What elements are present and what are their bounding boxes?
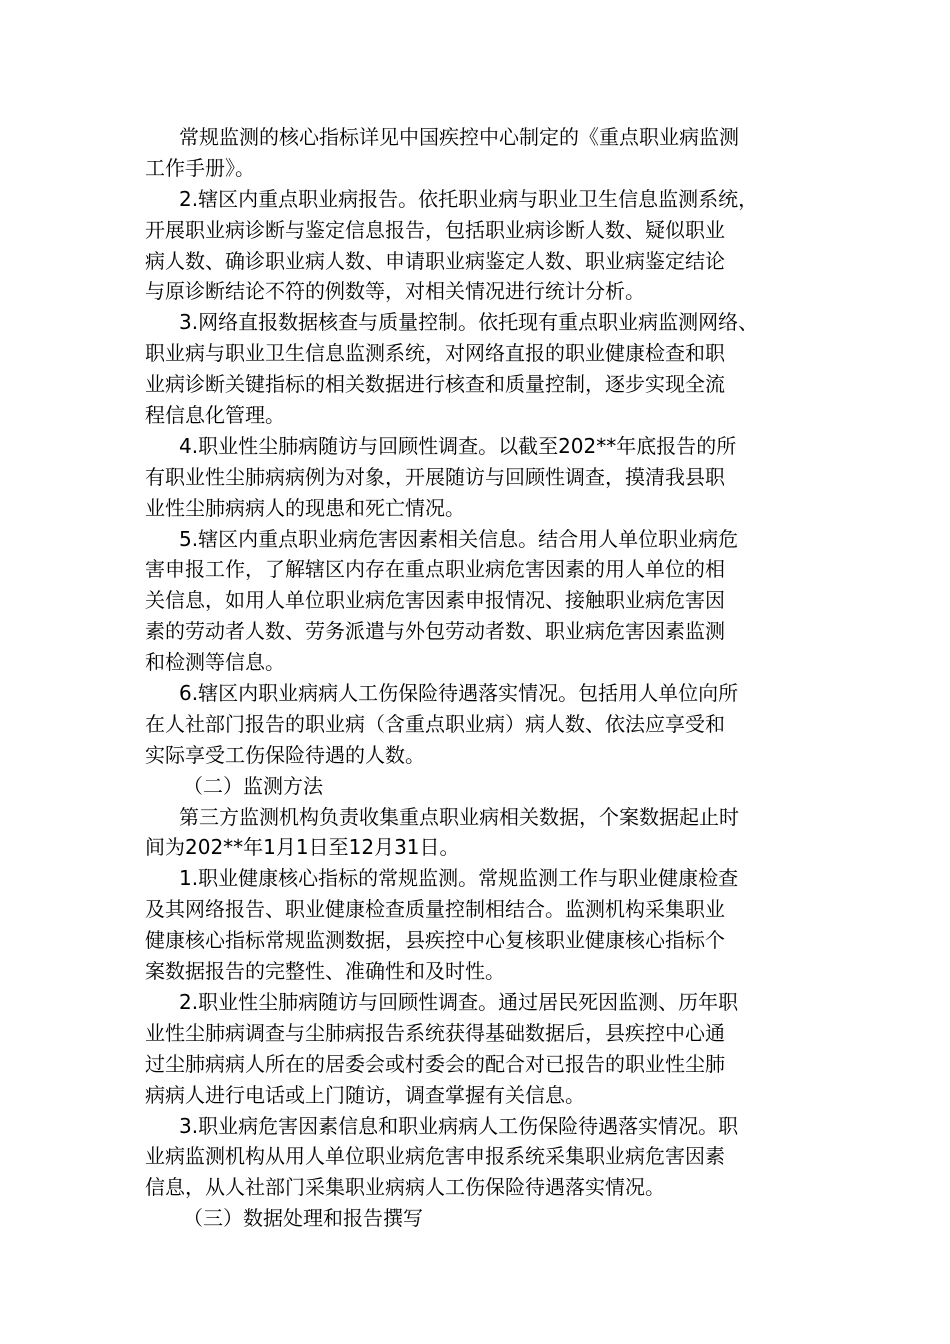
text-line: 业病监测机构从用人单位职业病危害申报系统采集职业病危害因素 [145,1144,725,1169]
document-body [145,122,845,1234]
text-line: 与原诊断结论不符的例数等，对相关情况进行统计分析。 [145,279,645,304]
text-line: 2.职业性尘肺病随访与回顾性调查。通过居民死因监测、历年职 [179,989,739,1014]
text-line: 间为202**年1月1日至12月31日。 [145,835,460,860]
text-line: 常规监测的核心指标详见中国疾控中心制定的《重点职业病监测 [179,125,739,149]
text-line: 第三方监测机构负责收集重点职业病相关数据，个案数据起止时 [179,804,739,829]
text-line: 4.职业性尘肺病随访与回顾性调查。以截至202**年底报告的所 [179,433,737,458]
section-heading: （二）监测方法 [183,773,323,798]
text-line: 素的劳动者人数、劳务派遣与外包劳动者数、职业病危害因素监测 [145,619,725,644]
text-line: 信息，从人社部门采集职业病病人工伤保险待遇落实情况。 [145,1175,665,1200]
text-line: 2.辖区内重点职业病报告。依托职业病与职业卫生信息监测系统， [179,186,759,211]
text-line: 有职业性尘肺病病例为对象，开展随访与回顾性调查，摸清我县职 [145,464,725,489]
text-line: 案数据报告的完整性、准确性和及时性。 [145,959,505,984]
text-line: 业病诊断关键指标的相关数据进行核查和质量控制，逐步实现全流 [145,372,725,397]
text-line: 开展职业病诊断与鉴定信息报告，包括职业病诊断人数、疑似职业 [145,217,725,242]
text-line: 病人数、确诊职业病人数、申请职业病鉴定人数、职业病鉴定结论 [145,248,725,273]
text-line: 5.辖区内重点职业病危害因素相关信息。结合用人单位职业病危 [179,526,739,551]
section-heading: （三）数据处理和报告撰写 [183,1206,423,1231]
text-line: 工作手册》。 [145,155,255,180]
text-line: 1.职业健康核心指标的常规监测。常规监测工作与职业健康检查 [179,866,739,891]
text-line: 业性尘肺病调查与尘肺病报告系统获得基础数据后，县疾控中心通 [145,1020,725,1045]
text-line: 及其网络报告、职业健康检查质量控制相结合。监测机构采集职业 [145,897,725,922]
text-line: 关信息，如用人单位职业病危害因素申报情况、接触职业病危害因 [145,588,725,613]
text-line: 害申报工作，了解辖区内存在重点职业病危害因素的用人单位的相 [145,557,725,582]
text-line: 在人社部门报告的职业病（含重点职业病）病人数、依法应享受和 [145,711,725,736]
text-line: 3.网络直报数据核查与质量控制。依托现有重点职业病监测网络、 [179,310,759,335]
text-line: 过尘肺病病人所在的居委会或村委会的配合对已报告的职业性尘肺 [145,1051,725,1076]
text-line: 6.辖区内职业病病人工伤保险待遇落实情况。包括用人单位向所 [179,681,739,706]
text-line: 程信息化管理。 [145,403,285,428]
text-line: 病病人进行电话或上门随访，调查掌握有关信息。 [145,1082,585,1107]
text-line: 业性尘肺病病人的现患和死亡情况。 [145,495,465,520]
text-line: 健康核心指标常规监测数据，县疾控中心复核职业健康核心指标个 [145,928,725,953]
text-line: 和检测等信息。 [145,650,285,675]
text-line: 实际享受工伤保险待遇的人数。 [145,742,425,767]
text-line: 职业病与职业卫生信息监测系统，对网络直报的职业健康检查和职 [145,341,725,366]
text-line: 3.职业病危害因素信息和职业病病人工伤保险待遇落实情况。职 [179,1113,739,1138]
